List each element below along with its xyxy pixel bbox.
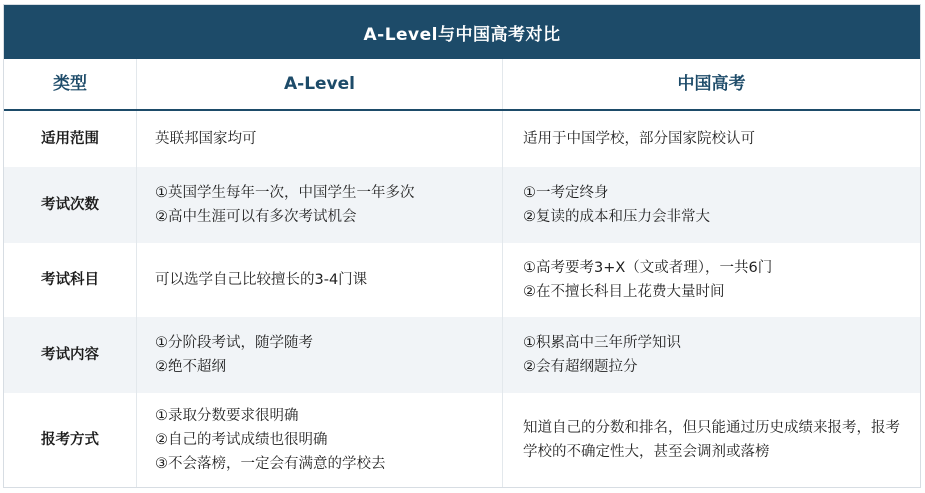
row-text: ②在不擅长科目上花费大量时间 — [523, 284, 725, 300]
row-gaokao-cell — [503, 393, 920, 487]
row-type-label: 考试内容 — [4, 317, 137, 393]
row-text: ①分阶段考试，随学随考 — [155, 335, 313, 351]
row-gaokao-cell — [503, 317, 920, 393]
table-row — [4, 111, 920, 167]
row-text: ①高考要考3+X（文或者理），一共6门 — [523, 260, 773, 276]
row-text: ①英国学生每年一次，中国学生一年多次 — [155, 185, 415, 201]
row-text: ②高中生涯可以有多次考试机会 — [155, 209, 357, 225]
header-type: 类型 — [4, 59, 137, 109]
table-header-row — [4, 59, 920, 111]
comparison-table — [3, 4, 921, 488]
row-alevel-cell — [137, 243, 503, 317]
header-gaokao: 中国高考 — [677, 74, 746, 94]
row-text: ②绝不超纲 — [155, 359, 226, 375]
row-text: ②会有超纲题拉分 — [523, 359, 638, 375]
row-gaokao-cell — [503, 167, 920, 243]
table-row — [4, 167, 920, 243]
row-text: ①录取分数要求很明确 — [155, 408, 299, 424]
row-text: 适用于中国学校，部分国家院校认可 — [523, 131, 755, 147]
row-text: ③不会落榜，一定会有满意的学校去 — [155, 456, 386, 472]
table-row — [4, 317, 920, 393]
table-row — [4, 393, 920, 487]
header-alevel: A-Level — [137, 59, 503, 109]
table-title: A-Level与中国高考对比 — [4, 5, 920, 59]
row-gaokao-cell — [503, 243, 920, 317]
row-alevel-cell — [137, 317, 503, 393]
row-alevel-cell — [137, 111, 503, 167]
row-type-label: 报考方式 — [4, 393, 137, 487]
row-type-label: 考试次数 — [4, 167, 137, 243]
row-alevel-cell — [137, 167, 503, 243]
row-type-label: 适用范围 — [4, 111, 137, 167]
row-text: 可以选学自己比较擅长的3-4门课 — [155, 272, 368, 288]
row-text: 知道自己的分数和排名，但只能通过历史成绩来报考，报考学校的不确定性大，甚至会调剂或落榜 — [523, 420, 900, 460]
row-alevel-cell — [137, 393, 503, 487]
row-text: ②自己的考试成绩也很明确 — [155, 432, 328, 448]
row-text: 英联邦国家均可 — [155, 131, 257, 147]
row-text: ②复读的成本和压力会非常大 — [523, 209, 710, 225]
row-gaokao-cell — [503, 111, 920, 167]
row-text: ①一考定终身 — [523, 185, 609, 201]
row-text: ①积累高中三年所学知识 — [523, 335, 681, 351]
table-row — [4, 243, 920, 317]
row-type-label: 考试科目 — [4, 243, 137, 317]
